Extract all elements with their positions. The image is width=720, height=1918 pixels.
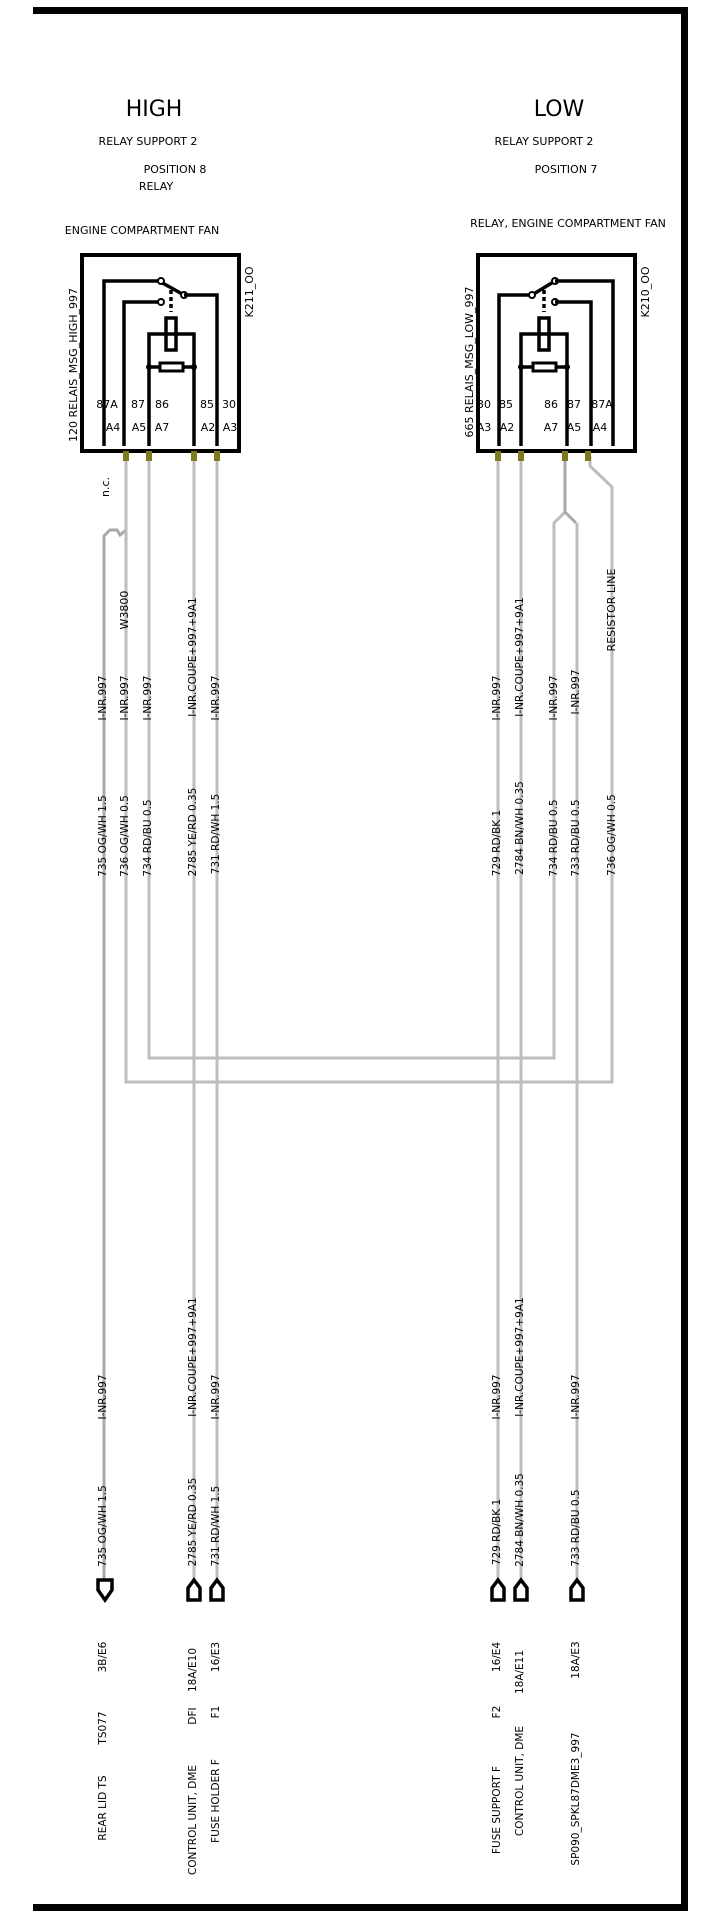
high-pin-30: 30 — [222, 398, 236, 411]
low-component: RELAY, ENGINE COMPARTMENT FAN — [470, 217, 666, 230]
high-relay-word: RELAY — [138, 180, 174, 193]
wire-group-label: I-NR.997 — [570, 669, 582, 715]
low-pin-85: 85 — [499, 398, 513, 411]
wire-id-label: 731 RD/WH 1.5 — [210, 1485, 222, 1567]
high-component: ENGINE COMPARTMENT FAN — [64, 224, 220, 237]
high-pin-85: 85 — [200, 398, 214, 411]
connector-terminal-icon — [571, 1580, 583, 1600]
high-code: K211_OO — [243, 266, 256, 318]
high-pin-87: 87 — [131, 398, 145, 411]
wire-id-label: 729 RD/BK 1 — [491, 809, 503, 877]
wire-id-label: 736 OG/WH 0.5 — [119, 795, 131, 877]
terminal-pin-label: 3B/E6 — [97, 1641, 109, 1673]
splice-label: W3800 — [118, 590, 131, 630]
frame-right — [681, 7, 688, 1911]
wire-group-label: I-NR.COUPE+997+9A1 — [514, 1297, 526, 1417]
component-name-label: CONTROL UNIT, DME — [514, 1725, 526, 1837]
component-ref-label: F2 — [491, 1705, 503, 1719]
high-pin-86: 86 — [155, 398, 169, 411]
wire-group-label: I-NR.997 — [210, 1374, 222, 1420]
high-nc: n.c. — [99, 476, 112, 498]
high-position: POSITION 8 — [143, 163, 207, 176]
connector-terminal-icon — [515, 1580, 527, 1600]
wire-id-label: 729 RD/BK 1 — [491, 1498, 503, 1566]
low-pin-86: 86 — [544, 398, 558, 411]
wire-group-label: I-NR.997 — [142, 675, 154, 721]
terminal-symbols — [98, 1580, 583, 1600]
component-name-label: SP090_SPKL87DME3_997 — [570, 1732, 582, 1866]
wire-group-label: I-NR.COUPE+997+9A1 — [187, 1297, 199, 1417]
wire-group-label: I-NR.997 — [210, 675, 222, 721]
wire-id-label: 2784 BN/WH 0.35 — [514, 1473, 526, 1567]
component-name-label: FUSE HOLDER F — [210, 1759, 222, 1843]
wire-group-label: I-NR.997 — [97, 675, 109, 721]
high-conn-a3: A3 — [222, 421, 238, 434]
connector-terminal-icon — [211, 1580, 223, 1600]
low-pin-87a: 87A — [591, 398, 613, 411]
low-title: LOW — [533, 97, 585, 122]
high-pin-87a: 87A — [96, 398, 118, 411]
terminal-pin-label: 16/E4 — [491, 1641, 503, 1673]
wire-group-label: I-NR.COUPE+997+9A1 — [514, 597, 526, 717]
component-name-label: REAR LID TS — [97, 1775, 109, 1841]
connector-terminal-icon — [492, 1580, 504, 1600]
high-conn-a2: A2 — [200, 421, 216, 434]
ground-terminal-icon — [98, 1580, 112, 1600]
wire-group-label: I-NR.997 — [97, 1374, 109, 1420]
component-ref-label: F1 — [210, 1705, 222, 1719]
wire-id-label: 736 OG/WH 0.5 — [606, 794, 618, 876]
terminal-pin-label: 18A/E10 — [187, 1647, 199, 1693]
high-conn-a7: A7 — [154, 421, 170, 434]
high-side-label: 120 RELAIS_MSG_HIGH_997 — [67, 287, 80, 443]
connector-terminal-icon — [188, 1580, 200, 1600]
wire-group-label: I-NR.997 — [491, 675, 503, 721]
low-conn-a4: A4 — [592, 421, 608, 434]
component-ref-label: TS077 — [97, 1711, 109, 1745]
high-title: HIGH — [125, 97, 183, 122]
wire-id-label: 731 RD/WH 1.5 — [210, 793, 222, 875]
wire-id-label: 2784 BN/WH 0.35 — [514, 781, 526, 875]
wire-id-label: 733 RD/BU 0.5 — [570, 799, 582, 877]
low-conn-a7: A7 — [543, 421, 559, 434]
frame-top — [33, 7, 688, 14]
low-pin-30: 30 — [477, 398, 491, 411]
high-conn-a4: A4 — [105, 421, 121, 434]
wire-group-label: I-NR.997 — [570, 1374, 582, 1420]
low-conn-a3: A3 — [476, 421, 492, 434]
terminal-pin-label: 16/E3 — [210, 1641, 222, 1673]
wire-id-label: 2785 YE/RD 0.35 — [187, 1477, 199, 1567]
wire-group-label: I-NR.997 — [119, 675, 131, 721]
low-pin-87: 87 — [567, 398, 581, 411]
wires — [104, 456, 612, 1585]
wire-id-label: 733 RD/BU 0.5 — [570, 1489, 582, 1567]
low-position: POSITION 7 — [534, 163, 598, 176]
wire-id-label: 2785 YE/RD 0.35 — [187, 787, 199, 877]
wire-group-label: I-NR.COUPE+997+9A1 — [187, 597, 199, 717]
component-name-label: FUSE SUPPORT F — [491, 1766, 503, 1854]
terminal-pin-label: 18A/E11 — [514, 1649, 526, 1695]
low-side-label: 665 RELAIS_MSG_LOW_997 — [463, 286, 476, 438]
frame-bottom — [33, 1904, 688, 1911]
low-support: RELAY SUPPORT 2 — [494, 135, 594, 148]
low-conn-a5: A5 — [566, 421, 582, 434]
wire-id-label: 735 OG/WH 1.5 — [97, 1485, 109, 1567]
wire-group-label: I-NR.997 — [548, 675, 560, 721]
high-conn-a5: A5 — [131, 421, 147, 434]
resistor-line-label: RESISTOR LINE — [605, 568, 618, 652]
component-ref-label: DFI — [187, 1707, 199, 1725]
wire-id-label: 734 RD/BU 0.5 — [548, 799, 560, 877]
wire-id-label: 734 RD/BU 0.5 — [142, 799, 154, 877]
low-conn-a2: A2 — [499, 421, 515, 434]
terminal-pin-label: 18A/E3 — [570, 1641, 582, 1679]
connector-pins — [123, 451, 591, 461]
wire-group-label: I-NR.997 — [491, 1374, 503, 1420]
wire-id-label: 735 OG/WH 1.5 — [97, 795, 109, 877]
low-code: K210_OO — [639, 266, 652, 318]
component-name-label: CONTROL UNIT, DME — [187, 1764, 199, 1876]
high-support: RELAY SUPPORT 2 — [98, 135, 198, 148]
